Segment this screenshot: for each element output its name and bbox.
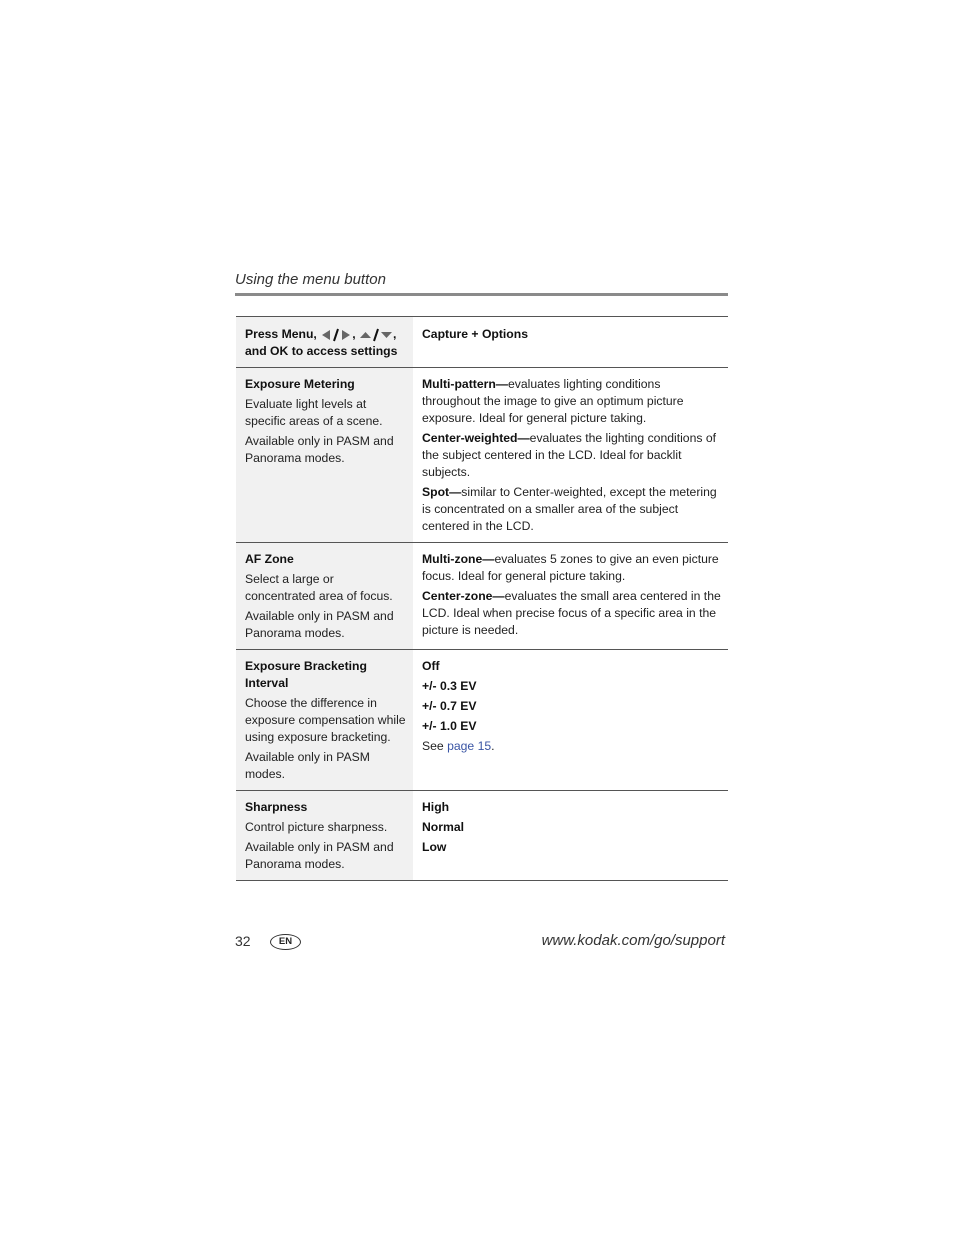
header-access-settings-text: and OK to access settings xyxy=(245,344,398,358)
slash-icon xyxy=(332,328,340,342)
settings-table xyxy=(236,316,728,881)
setting-cell xyxy=(236,543,413,649)
option-term: Multi-pattern— xyxy=(422,377,508,391)
option-item xyxy=(422,430,722,481)
options-cell xyxy=(413,368,728,542)
option-term: Center-weighted— xyxy=(422,431,530,445)
options-cell xyxy=(413,543,728,649)
left-arrow-icon xyxy=(320,329,332,341)
support-url: www.kodak.com/go/support xyxy=(541,932,725,949)
option-value: Low xyxy=(422,840,447,854)
option-item xyxy=(422,588,722,639)
option-term: Center-zone— xyxy=(422,589,505,603)
option-text: evaluates the lighting conditions of the subject centered in the LCD. Ideal for backlit subjects. xyxy=(422,431,716,479)
header-left-cell xyxy=(236,317,413,367)
setting-description: Select a large or concentrated area of focus. xyxy=(245,572,393,603)
right-arrow-icon xyxy=(340,329,352,341)
page-15-link[interactable]: page 15 xyxy=(447,739,492,753)
header-separator: , xyxy=(352,327,356,341)
table-row xyxy=(236,368,728,543)
table-header-row xyxy=(236,317,728,368)
see-page-reference xyxy=(422,738,722,755)
table-row xyxy=(236,791,728,881)
option-term: Spot— xyxy=(422,485,462,499)
setting-description: Control picture sharpness. xyxy=(245,820,388,834)
option-text: evaluates lighting conditions throughout the image to give an optimum picture exposure. Ideal for general picture taking. xyxy=(422,377,684,425)
up-arrow-icon xyxy=(359,329,372,341)
option-text: evaluates the small area centered in the LCD. Ideal when precise focus of a specific area in the picture is needed. xyxy=(422,589,721,637)
page-number: 32 xyxy=(235,933,251,949)
option-item xyxy=(422,551,722,585)
setting-cell xyxy=(236,368,413,542)
table-row xyxy=(236,650,728,791)
header-press-menu-text: Press Menu, xyxy=(245,327,317,341)
option-item xyxy=(422,484,722,535)
option-term: Multi-zone— xyxy=(422,552,495,566)
option-value: +/- 0.3 EV xyxy=(422,679,477,693)
options-cell xyxy=(413,650,728,790)
option-value: Off xyxy=(422,659,440,673)
option-item xyxy=(422,376,722,427)
down-arrow-icon xyxy=(380,329,393,341)
setting-name: AF Zone xyxy=(245,552,294,566)
option-text: evaluates 5 zones to give an even picture focus. Ideal for general picture taking. xyxy=(422,552,719,583)
option-value: +/- 1.0 EV xyxy=(422,719,477,733)
setting-availability: Available only in PASM and Panorama modes. xyxy=(245,434,394,465)
option-text: similar to Center-weighted, except the metering is concentrated on a smaller area of the subject centered in the LCD. xyxy=(422,485,717,533)
slash-icon xyxy=(372,328,380,342)
header-right-cell xyxy=(413,317,728,367)
table-row xyxy=(236,543,728,650)
setting-description: Choose the difference in exposure compensation while using exposure bracketing. xyxy=(245,696,406,744)
header-capture-options: Capture + Options xyxy=(422,327,528,341)
header-separator: , xyxy=(392,327,397,341)
setting-cell xyxy=(236,791,413,880)
header-rule xyxy=(235,293,728,296)
option-value: Normal xyxy=(422,820,464,834)
option-value: +/- 0.7 EV xyxy=(422,699,477,713)
setting-cell xyxy=(236,650,413,790)
setting-name: Exposure Bracketing Interval xyxy=(245,659,367,690)
setting-name: Exposure Metering xyxy=(245,377,355,391)
page-header-title: Using the menu button xyxy=(235,271,386,288)
option-value: High xyxy=(422,800,450,814)
setting-availability: Available only in PASM modes. xyxy=(245,750,370,781)
options-cell xyxy=(413,791,728,880)
setting-availability: Available only in PASM and Panorama modes. xyxy=(245,840,394,871)
setting-description: Evaluate light levels at specific areas of a scene. xyxy=(245,397,383,428)
language-badge: EN xyxy=(270,934,301,950)
setting-name: Sharpness xyxy=(245,800,308,814)
see-prefix: See xyxy=(422,739,448,753)
setting-availability: Available only in PASM and Panorama modes. xyxy=(245,609,394,640)
see-suffix: . xyxy=(491,739,495,753)
